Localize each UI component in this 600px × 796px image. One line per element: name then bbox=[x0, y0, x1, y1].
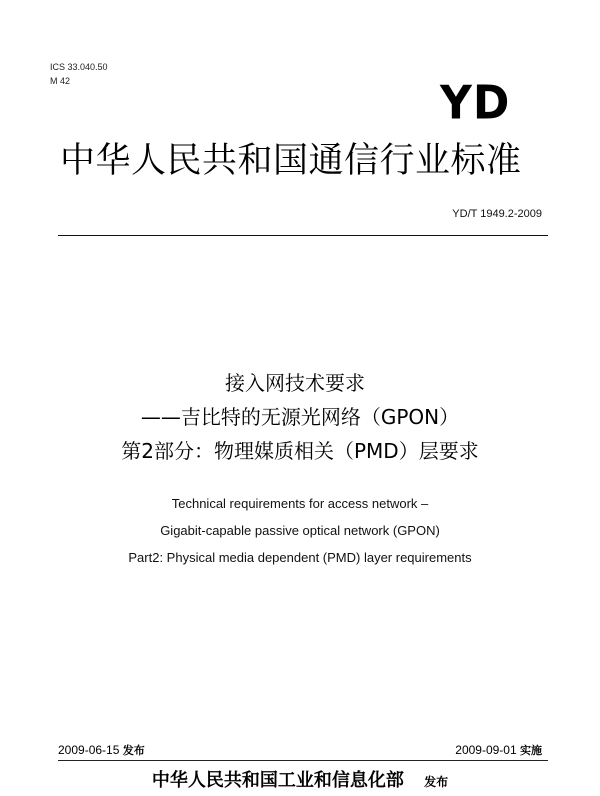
footer-divider bbox=[58, 760, 548, 761]
implement-label: 实施 bbox=[520, 744, 542, 757]
implement-date: 2009-09-01 bbox=[455, 743, 517, 757]
publisher-name: 中华人民共和国工业和信息化部 bbox=[151, 770, 404, 791]
issue-date: 2009-06-15 bbox=[58, 743, 120, 757]
ccs-code: M 42 bbox=[50, 76, 71, 86]
publisher-action: 发布 bbox=[424, 775, 449, 789]
english-title-line-1: Technical requirements for access network – bbox=[171, 496, 429, 511]
yd-logo: YD bbox=[440, 76, 511, 131]
ics-codes bbox=[50, 62, 108, 86]
chinese-title-block bbox=[0, 366, 600, 468]
issue-label: 发布 bbox=[122, 744, 145, 757]
publisher-line bbox=[0, 766, 600, 792]
ics-code: ICS 33.040.50 bbox=[50, 62, 108, 72]
standard-number: YD/T 1949.2-2009 bbox=[452, 208, 542, 220]
issue-date-line bbox=[58, 742, 145, 758]
english-title-line-3: Part2: Physical media dependent (PMD) layer requirements bbox=[128, 550, 472, 565]
standard-title: 中华人民共和国通信行业标准 bbox=[60, 141, 522, 181]
chinese-title-line-1: 接入网技术要求 bbox=[225, 371, 365, 395]
header-divider bbox=[58, 235, 548, 236]
chinese-title-line-3: 第2部分：物理媒质相关（PMD）层要求 bbox=[121, 439, 479, 463]
implement-date-line bbox=[455, 742, 542, 758]
english-title-block bbox=[0, 490, 600, 571]
english-title-line-2: Gigabit-capable passive optical network (GPON) bbox=[160, 523, 440, 538]
chinese-title-line-2: ——吉比特的无源光网络（GPON） bbox=[140, 405, 460, 429]
